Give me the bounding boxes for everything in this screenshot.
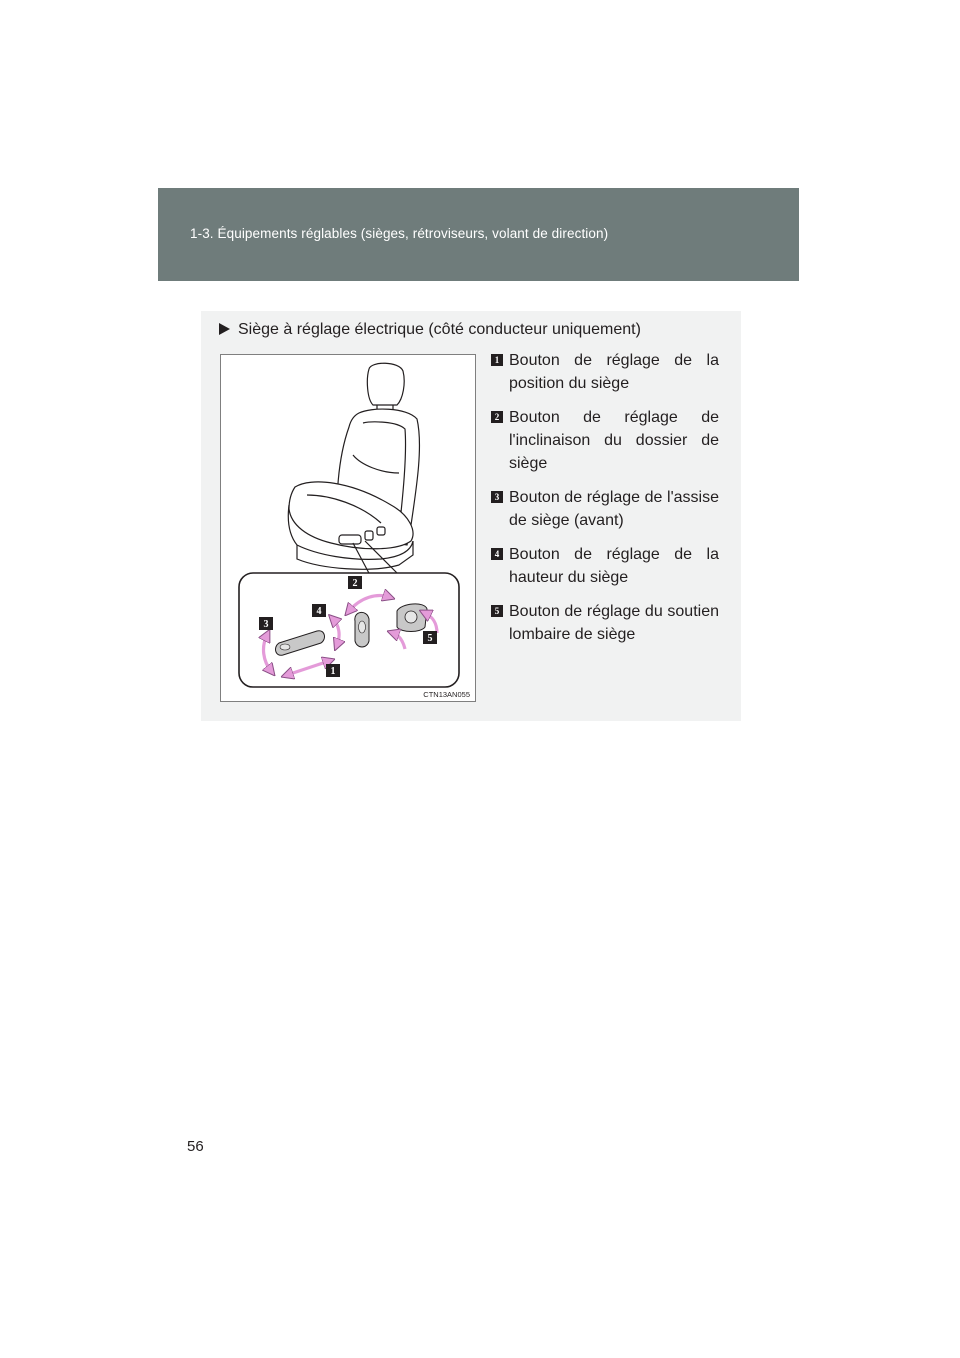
callout-4: 4 [316,606,322,617]
lumbar-switch-icon [397,604,427,632]
list-item-text: Bouton de réglage de la position du siège [509,352,719,392]
recline-switch-icon [355,612,369,647]
list-item [491,600,719,646]
list-item [491,486,719,532]
list-item [491,406,719,475]
section-title [219,321,641,339]
seat-drawing [221,355,475,701]
callout-3: 3 [263,619,269,630]
list-item-text: Bouton de réglage de la hauteur du siège [509,546,719,586]
list-item [491,349,719,395]
list-item-text: Bouton de réglage de l'inclinaison du dossier de siège [509,409,719,472]
button-legend-list [491,349,719,657]
callout-1: 1 [330,666,336,677]
number-badge: 5 [491,605,503,617]
callout-2: 2 [352,578,358,589]
triangle-bullet-icon [219,323,230,335]
content-panel [201,311,741,721]
list-item-text: Bouton de réglage de l'assise de siège (avant) [509,489,719,529]
section-title-text: Siège à réglage électrique (côté conducteur uniquement) [238,321,641,338]
figure-code: CTN13AN055 [423,690,470,699]
chapter-title: 1-3. Équipements réglables (sièges, rétroviseurs, volant de direction) [190,226,609,241]
seat-illustration [220,354,476,702]
list-item-text: Bouton de réglage du soutien lombaire de siège [509,603,719,643]
chapter-header [158,188,799,281]
number-badge: 3 [491,491,503,503]
number-badge: 4 [491,548,503,560]
number-badge: 1 [491,354,503,366]
callout-5: 5 [427,633,433,644]
list-item [491,543,719,589]
number-badge: 2 [491,411,503,423]
page-number: 56 [187,1138,204,1155]
headrest-icon [367,363,404,413]
